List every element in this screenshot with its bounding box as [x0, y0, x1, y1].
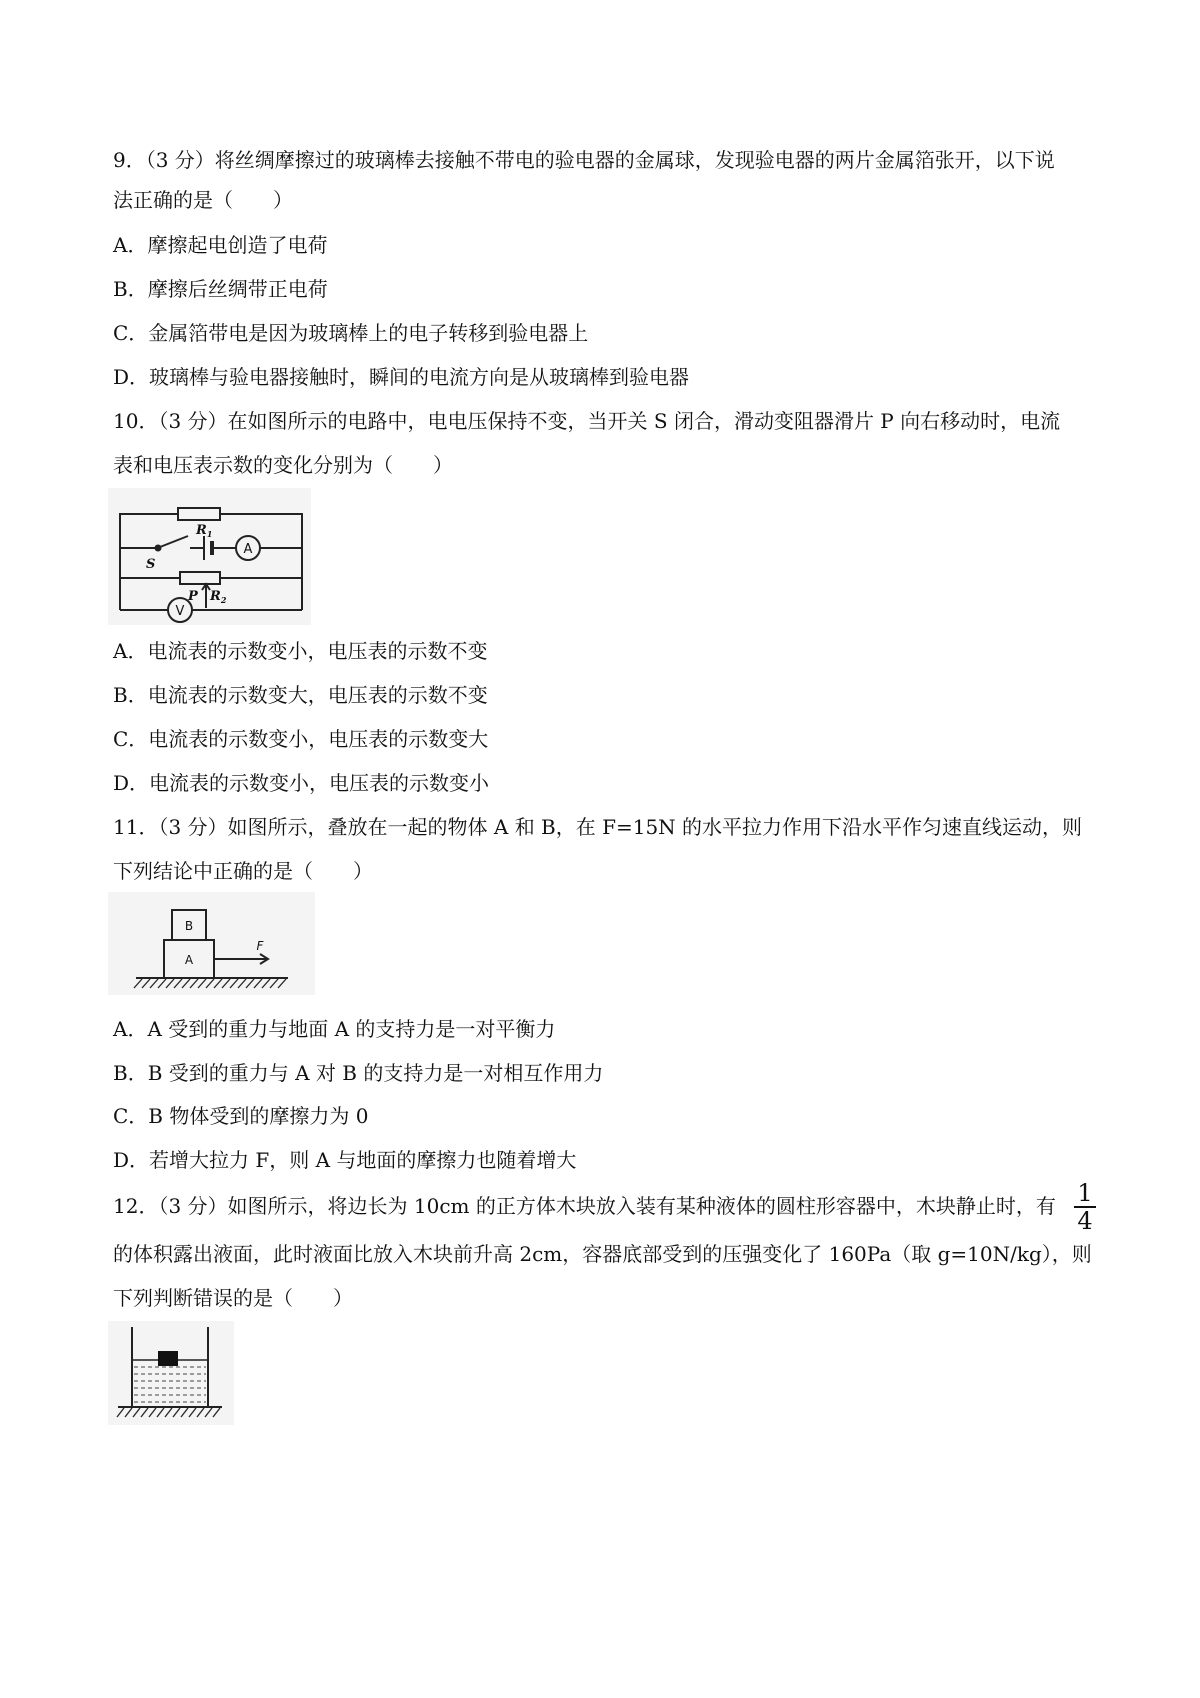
- q10-stem-line-1: 10．（3 分）在如图所示的电路中，电电压保持不变，当开关 S 闭合，滑动变阻器滑片 P 向右移动时，电流: [113, 409, 1061, 433]
- q10-option-b: B．电流表的示数变大，电压表的示数不变: [113, 683, 488, 707]
- q10-stem-line-2: 表和电压表示数的变化分别为（ ）: [113, 453, 453, 477]
- resistor-r2: [180, 572, 220, 584]
- label-r2: $R_2$: [210, 589, 227, 605]
- liquid-dashes: [134, 1367, 206, 1402]
- switch-blade: [160, 536, 188, 547]
- label-ammeter: A: [243, 542, 253, 557]
- q12-stem-line-3: 下列判断错误的是（ ）: [113, 1286, 353, 1310]
- fraction-denominator: 4: [1077, 1207, 1093, 1235]
- q11-option-c: C．B 物体受到的摩擦力为 0: [113, 1104, 369, 1128]
- wood-block: [158, 1351, 178, 1366]
- q9-option-b: B．摩擦后丝绸带正电荷: [113, 277, 328, 301]
- q11-stem-line-2: 下列结论中正确的是（ ）: [113, 859, 373, 883]
- fraction-numerator: 1: [1074, 1180, 1096, 1208]
- q9-option-c: C．金属箔带电是因为玻璃棒上的电子转移到验电器上: [113, 321, 589, 345]
- label-force: F: [256, 939, 264, 953]
- q10-option-c: C．电流表的示数变小，电压表的示数变大: [113, 727, 489, 751]
- label-r1: $R_1$: [196, 523, 213, 539]
- q10-option-a: A．电流表的示数变小，电压表的示数不变: [113, 639, 488, 663]
- q9-option-a: A．摩擦起电创造了电荷: [113, 233, 328, 257]
- resistor-r1: [178, 508, 220, 520]
- label-slider: P: [188, 589, 198, 604]
- q11-blocks-figure: [108, 892, 315, 995]
- label-block-a: A: [184, 953, 194, 967]
- q9-stem-line-1: 9．（3 分）将丝绸摩擦过的玻璃棒去接触不带电的验电器的金属球，发现验电器的两片金属箔张开，以下说: [113, 148, 1055, 172]
- q11-option-a: A．A 受到的重力与地面 A 的支持力是一对平衡力: [113, 1017, 556, 1041]
- q12-stem-line-1: 12．（3 分）如图所示，将边长为 10cm 的正方体木块放入装有某种液体的圆柱形容器中，木块静止时，有: [113, 1194, 1056, 1218]
- q11-option-b: B．B 受到的重力与 A 对 B 的支持力是一对相互作用力: [113, 1061, 604, 1085]
- ground-hatching: [117, 1408, 220, 1417]
- q10-option-d: D．电流表的示数变小，电压表的示数变小: [113, 771, 490, 795]
- wire-top-right: [220, 514, 302, 548]
- q10-circuit-figure: [108, 488, 311, 625]
- q12-container-figure: [108, 1321, 234, 1425]
- q12-stem-line-2: 的体积露出液面，此时液面比放入木块前升高 2cm，容器底部受到的压强变化了 160Pa（取 g=10N/kg），则: [113, 1242, 1092, 1266]
- label-switch: S: [146, 557, 156, 572]
- label-voltmeter: V: [175, 604, 185, 619]
- q11-stem-line-1: 11．（3 分）如图所示，叠放在一起的物体 A 和 B，在 F=15N 的水平拉力作用下沿水平作匀速直线运动，则: [113, 815, 1083, 839]
- q9-option-d: D．玻璃棒与验电器接触时，瞬间的电流方向是从玻璃棒到验电器: [113, 365, 690, 389]
- q9-stem-line-2: 法正确的是（ ）: [113, 188, 293, 212]
- q12-fraction: [1074, 1180, 1096, 1234]
- label-block-b: B: [184, 919, 194, 933]
- ground-hatching: [134, 979, 286, 988]
- q11-option-d: D．若增大拉力 F，则 A 与地面的摩擦力也随着增大: [113, 1148, 577, 1172]
